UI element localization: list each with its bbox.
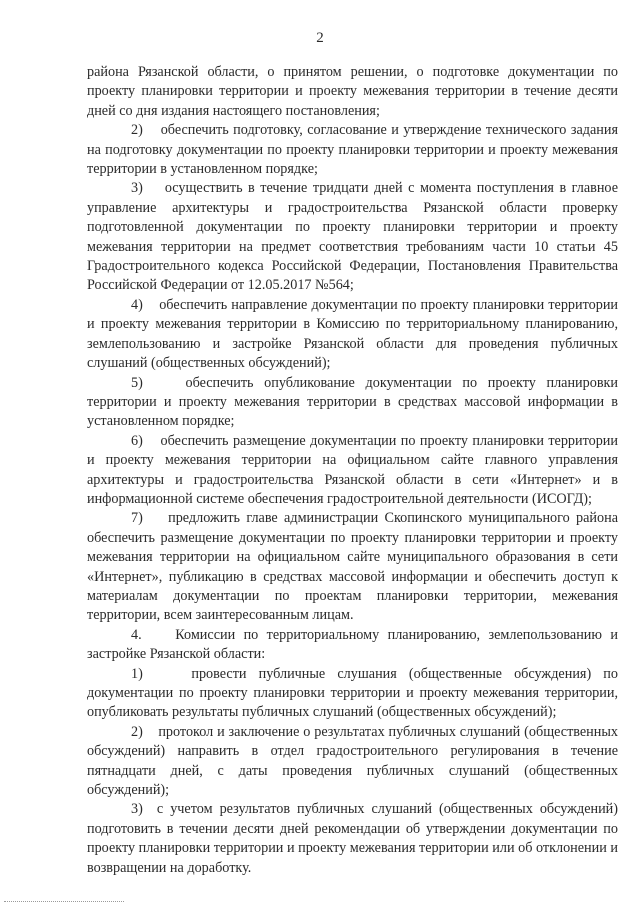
- paragraph: 6) обеспечить размещение документации по проекту планировки территории и проекту межевания территории на официальном сайте главного управления архитектуры и градостроительства Рязанской области в сети «Интернет» и в информационной системе обеспечения градостроительной деятельности (ИСОГД);: [87, 432, 618, 507]
- paragraph: 4. Комиссии по территориальному планированию, землепользованию и застройке Рязанской области:: [87, 626, 618, 663]
- paragraph: 4) обеспечить направление документации по проекту планировки территории и проекту межевания территории в Комиссию по территориальному планированию, землепользованию и застройке Рязанской области для проведения публичных слушаний (общественных обсуждений);: [87, 296, 618, 372]
- body-text: [87, 63, 618, 878]
- paragraph: 2) обеспечить подготовку, согласование и утверждение технического задания на подготовку документации по проекту планировки территории и проекту межевания территории в установленном порядке;: [87, 122, 618, 178]
- paragraph: района Рязанской области, о принятом решении, о подготовке документации по проекту планировки территории и проекту межевания территории в течение десяти дней со дня издания настоящего постановления;: [87, 64, 618, 119]
- paragraph: 3) с учетом результатов публичных слушаний (общественных обсуждений) подготовить в течении десяти дней рекомендации об утверждении документации по проекту планировки территории и проекту межевания территории или об отклонении и возвращении на доработку.: [87, 801, 618, 876]
- paragraph: 1) провести публичные слушания (общественные обсуждения) по документации по проекту планировки территории и проекту межевания территории, опубликовать результаты публичных слушаний (общественных обсуждений);: [87, 665, 618, 721]
- page-number: 2: [316, 30, 324, 46]
- paragraph: 7) предложить главе администрации Скопинского муниципального района обеспечить размещение документации по проекту планировки территории и проекту межевания территории на официальном сайте муниципального образования в сети «Интернет», публикацию в средствах массовой информации и обеспечить доступ к материалам документации по проектам планировки территории, межевания территории, всем заинтересованным лицам.: [87, 510, 618, 624]
- paragraph: 5) обеспечить опубликование документации по проекту планировки территории и проекту межевания территории в средствах массовой информации в установленном порядке;: [87, 374, 618, 430]
- scan-edge-mark: [4, 900, 124, 902]
- paragraph: 3) осуществить в течение тридцати дней с момента поступления в главное управление архитектуры и градостроительства Рязанской области проверку подготовленной документации по проекту планировки территории и проекту межевания территории на предмет соответствия требованиям части 10 статьи 45 Градостроительного кодекса Российской Федерации, Постановления Правительства Российской Федерации от 12.05.2017 №564;: [87, 180, 618, 294]
- paragraph: 2) протокол и заключение о результатах публичных слушаний (общественных обсуждений) направить в отдел градостроительного регулирования в течение пятнадцати дней, с даты проведения публичных слушаний (общественных обсуждений);: [87, 723, 618, 799]
